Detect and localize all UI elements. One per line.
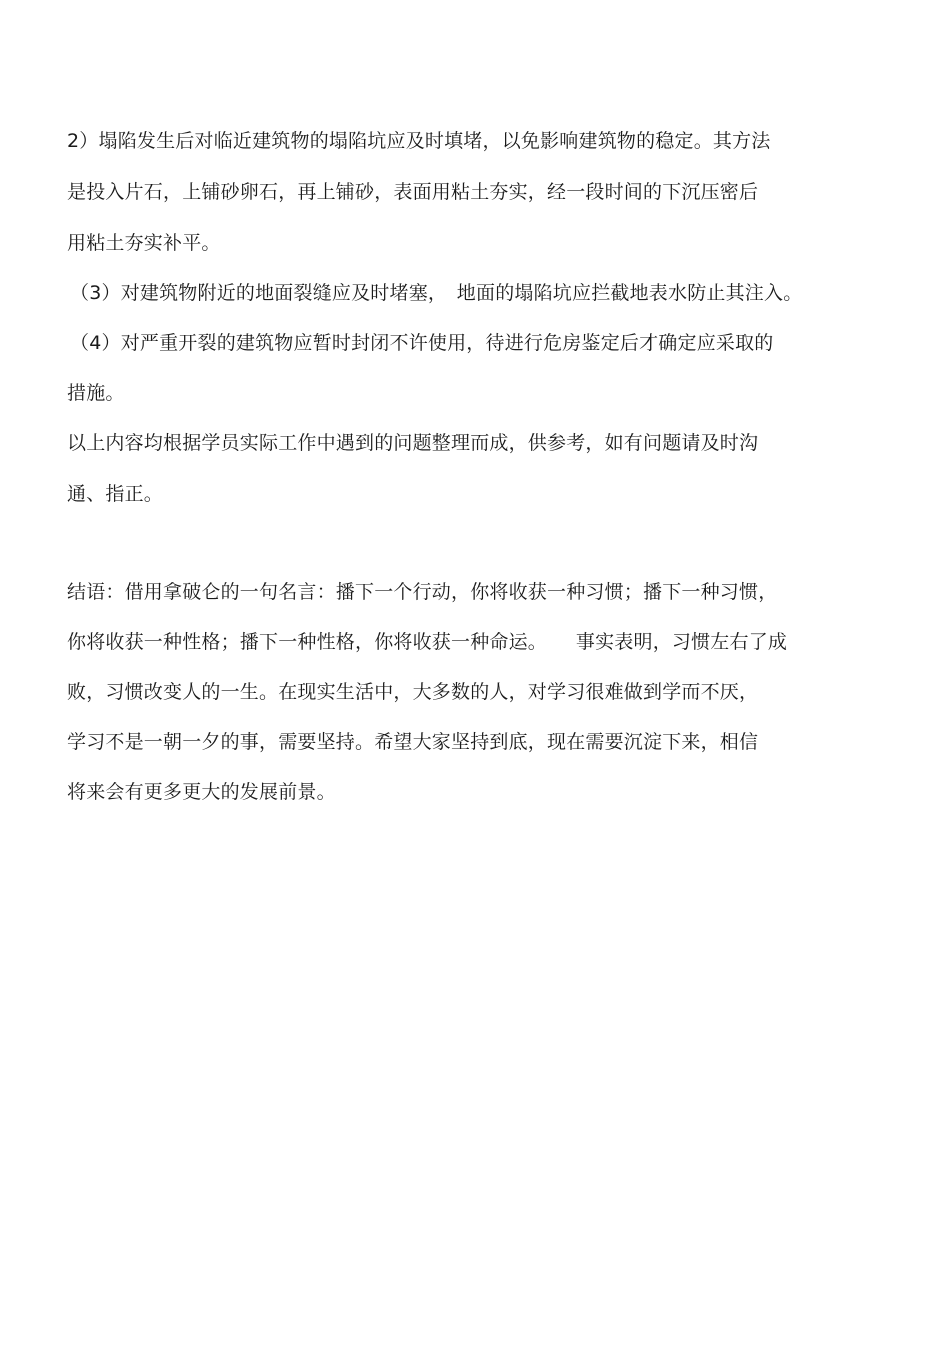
paragraph-line-6: 措施。 [67, 382, 125, 404]
conclusion-line-5: 将来会有更多更大的发展前景。 [67, 781, 336, 803]
paragraph-line-2: 是投入片石，上铺砂卵石，再上铺砂，表面用粘土夯实，经一段时间的下沉压密后 [67, 181, 759, 203]
paragraph-line-5: （4）对严重开裂的建筑物应暂时封闭不许使用，待进行危房鉴定后才确定应采取的 [70, 332, 774, 354]
conclusion-line-2: 你将收获一种性格；播下一种性格，你将收获一种命运。 事实表明，习惯左右了成 [67, 631, 788, 653]
paragraph-line-3: 用粘土夯实补平。 [67, 232, 221, 254]
conclusion-line-4: 学习不是一朝一夕的事，需要坚持。希望大家坚持到底，现在需要沉淀下来，相信 [67, 731, 759, 753]
paragraph-line-4: （3）对建筑物附近的地面裂缝应及时堵塞， 地面的塌陷坑应拦截地表水防止其注入。 [70, 282, 803, 304]
paragraph-line-8: 通、指正。 [67, 483, 164, 505]
paragraph-line-7: 以上内容均根据学员实际工作中遇到的问题整理而成，供参考，如有问题请及时沟 [67, 432, 759, 454]
conclusion-line-1: 结语：借用拿破仑的一句名言：播下一个行动，你将收获一种习惯；播下一种习惯， [67, 581, 778, 603]
conclusion-line-3: 败，习惯改变人的一生。在现实生活中，大多数的人，对学习很难做到学而不厌， [67, 681, 759, 703]
paragraph-line-1: 2）塌陷发生后对临近建筑物的塌陷坑应及时填堵，以免影响建筑物的稳定。其方法 [67, 130, 771, 152]
